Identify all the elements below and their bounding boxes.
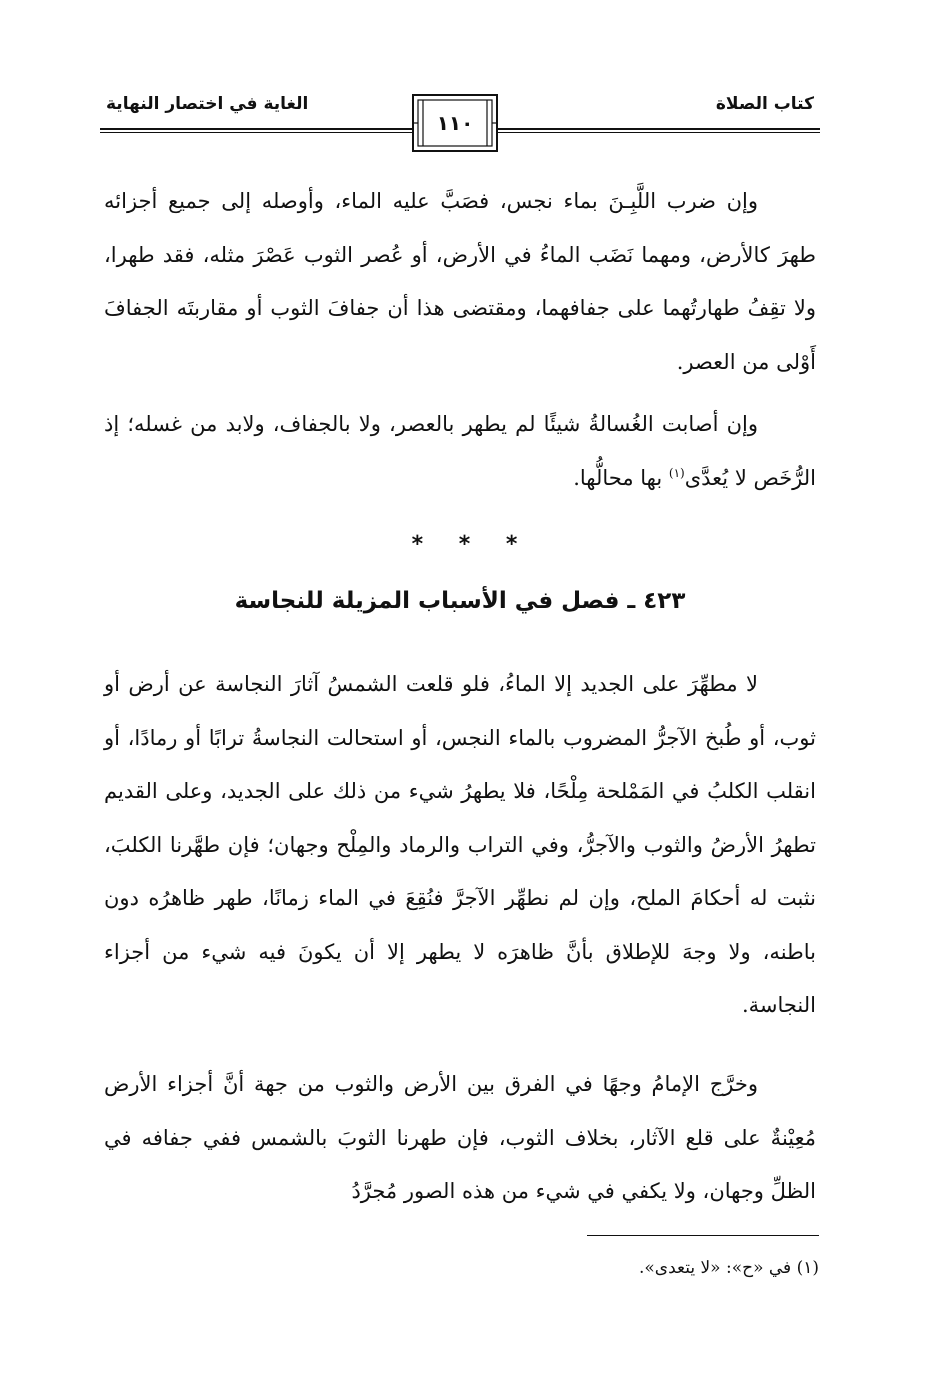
book-title: الغاية في اختصار النهاية bbox=[106, 94, 309, 114]
page-number: ١١٠ bbox=[436, 111, 474, 135]
footnote-rule bbox=[587, 1235, 819, 1236]
footnote-text: في «ح»: «لا يتعدى». bbox=[638, 1258, 792, 1278]
section-heading: ٤٢٣ ـ فصل في الأسباب المزيلة للنجاسة bbox=[234, 588, 686, 614]
paragraph-2-text-a: وإن أصابت الغُسالةُ شيئًا لم يطهر بالعصر، ولا بالجفاف، ولابد من غسله؛ إذ الرُّخَص لا يُعدَّى bbox=[104, 412, 816, 490]
paragraph-2-text-b: بها محالُّها. bbox=[573, 465, 669, 490]
chapter-title: كتاب الصلاة bbox=[715, 94, 814, 114]
section-separator: * * * bbox=[411, 532, 532, 557]
paragraph-2 bbox=[104, 398, 816, 505]
paragraph-4: وخرَّج الإمامُ وجهًا في الفرق بين الأرض والثوب من جهة أنَّ أجزاء الأرض مُعِيْنةٌ على قلع الآثار، بخلاف الثوب، فإن طهرنا الثوبَ بالشمس ففي جفافه في الظلِّ وجهان، ولا يكفي في شيء من هذه الصور مُجرَّدُ bbox=[104, 1072, 816, 1203]
footnote-marker: (١) bbox=[796, 1258, 819, 1278]
footnote bbox=[639, 1258, 819, 1278]
paragraph-3: لا مطهِّرَ على الجديد إلا الماءُ، فلو قلعت الشمسُ آثارَ النجاسة عن أرض أو ثوب، أو طُبخ الآجرُّ المضروب بالماء النجس، أو استحالت النجاسةُ ترابًا أو رمادًا، أو انقلب الكلبُ في المَمْلحة مِلْحًا، فلا يطهرُ شيء من ذلك على الجديد، وعلى القديم تطهرُ الأرضُ والثوب والآجرُّ، وفي التراب والرماد والمِلْح وجهان؛ فإن طهَّرنا الكلبَ، نثبت له أحكامَ الملح، وإن لم نطهِّر الآجرَّ فنُقِعَ في الماء زمانًا، طهر ظاهرُه دون باطنه، ولا وجهَ للإطلاق بأنَّ ظاهرَه لا يطهر إلا أن يكونَ فيه شيء من أجزاء النجاسة. bbox=[104, 672, 816, 1017]
running-header bbox=[100, 92, 820, 152]
page-number-frame bbox=[412, 94, 498, 152]
footnote-reference[interactable]: (١) bbox=[668, 465, 685, 480]
paragraph-1: وإن ضرب اللَّبِـنَ بماء نجس، فصَبَّ عليه الماء، وأوصله إلى جميع أجزائه طهرَ كالأرض، ومهما نَضَب الماءُ في الأرض، أو عُصر الثوب عَصْرَ مثله، فقد طهرا، ولا تقِفُ طهارتُهما على جفافهما، ومقتضى هذا أن جفافَ الثوب أو مقاربتَه الجفافَ أَوْلى من العصر. bbox=[104, 189, 816, 374]
